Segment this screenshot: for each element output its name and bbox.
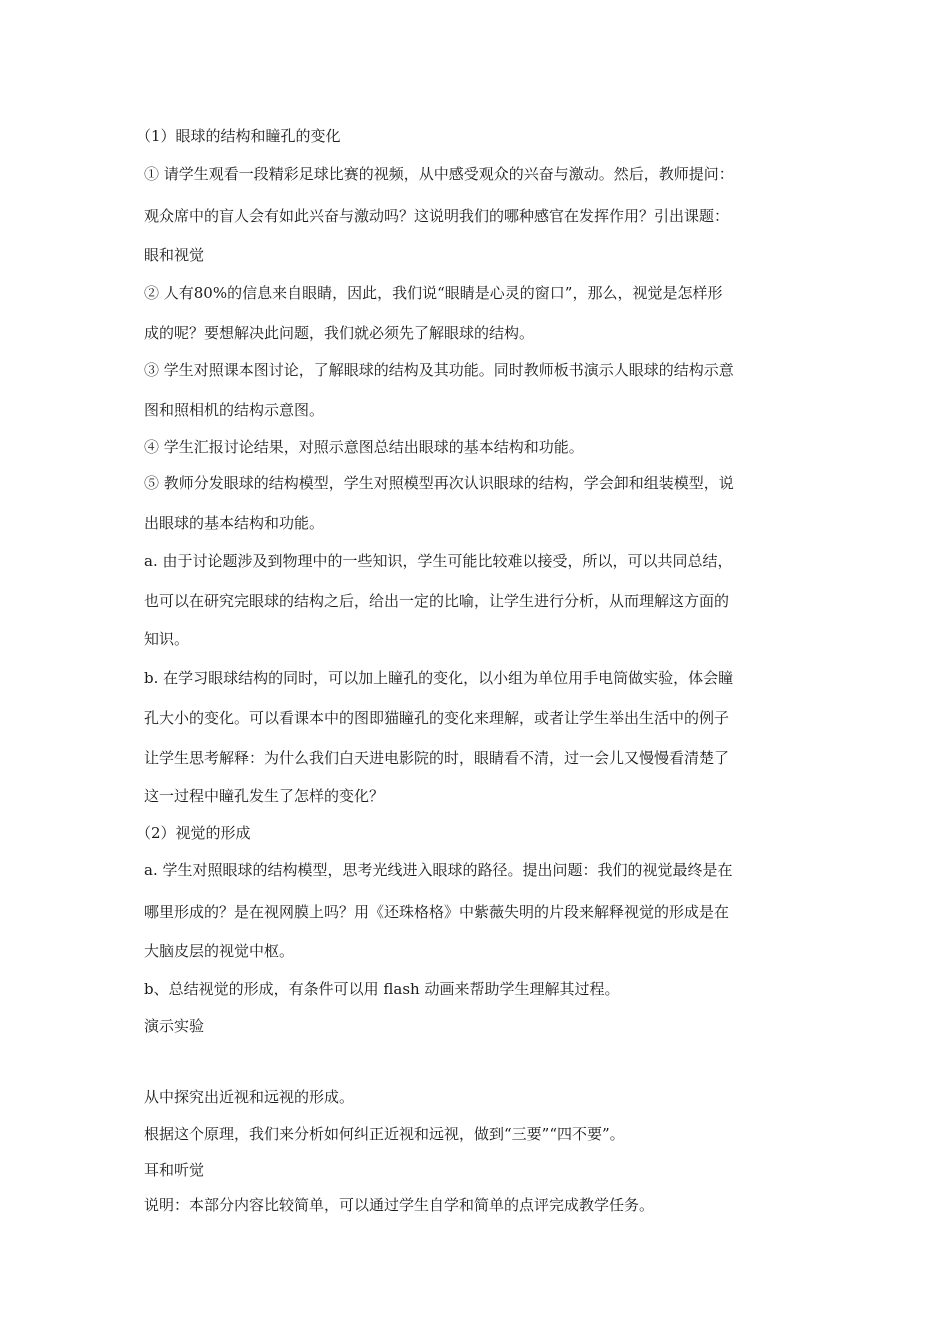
paragraph-line: 知识。 xyxy=(144,630,190,648)
paragraph-line: 观众席中的盲人会有如此兴奋与激动吗？这说明我们的哪种感官在发挥作用？引出课题： xyxy=(144,207,730,225)
section-heading-eye-structure: （1）眼球的结构和瞳孔的变化 xyxy=(136,127,341,145)
paragraph-line: ⑤ 教师分发眼球的结构模型，学生对照模型再次认识眼球的结构，学会卸和组装模型，说 xyxy=(144,474,734,492)
section-heading-vision-formation: （2）视觉的形成 xyxy=(136,824,251,842)
paragraph-line: 让学生思考解释：为什么我们白天进电影院的时，眼睛看不清，过一会儿又慢慢看清楚了 xyxy=(144,749,730,767)
paragraph-line: ③ 学生对照课本图讨论，了解眼球的结构及其功能。同时教师板书演示人眼球的结构示意 xyxy=(144,361,734,379)
paragraph-line: a. 学生对照眼球的结构模型，思考光线进入眼球的路径。提出问题：我们的视觉最终是在 xyxy=(144,861,733,879)
paragraph-line: ② 人有80%的信息来自眼睛，因此，我们说“眼睛是心灵的窗口”，那么，视觉是怎样形 xyxy=(144,284,723,302)
paragraph-line: ④ 学生汇报讨论结果，对照示意图总结出眼球的基本结构和功能。 xyxy=(144,438,584,456)
paragraph-line: b. 在学习眼球结构的同时，可以加上瞳孔的变化，以小组为单位用手电筒做实验，体会瞳 xyxy=(144,669,734,687)
paragraph-line: 也可以在研究完眼球的结构之后，给出一定的比喻，让学生进行分析，从而理解这方面的 xyxy=(144,592,730,610)
paragraph-line: 眼和视觉 xyxy=(144,246,205,264)
paragraph-line: 大脑皮层的视觉中枢。 xyxy=(144,942,295,960)
paragraph-line: 成的呢？要想解决此问题，我们就必须先了解眼球的结构。 xyxy=(144,324,535,342)
subheading-demo-experiment: 演示实验 xyxy=(144,1017,205,1035)
paragraph-line: 孔大小的变化。可以看课本中的图即猫瞳孔的变化来理解，或者让学生举出生活中的例子 xyxy=(144,709,730,727)
paragraph-line: 根据这个原理，我们来分析如何纠正近视和远视，做到“三要”“四不要”。 xyxy=(144,1125,625,1143)
paragraph-line: 哪里形成的？是在视网膜上吗？用《还珠格格》中紫薇失明的片段来解释视觉的形成是在 xyxy=(144,903,730,921)
paragraph-line: 图和照相机的结构示意图。 xyxy=(144,401,325,419)
paragraph-line: 这一过程中瞳孔发生了怎样的变化？ xyxy=(144,787,385,805)
paragraph-line: 说明：本部分内容比较简单，可以通过学生自学和简单的点评完成教学任务。 xyxy=(144,1196,655,1214)
paragraph-line: b、总结视觉的形成，有条件可以用 flash 动画来帮助学生理解其过程。 xyxy=(144,980,620,998)
paragraph-line: 从中探究出近视和远视的形成。 xyxy=(144,1088,355,1106)
paragraph-line: a. 由于讨论题涉及到物理中的一些知识，学生可能比较难以接受，所以，可以共同总结， xyxy=(144,552,733,570)
subheading-ear-hearing: 耳和听觉 xyxy=(144,1161,205,1179)
paragraph-line: 出眼球的基本结构和功能。 xyxy=(144,514,325,532)
paragraph-line: ① 请学生观看一段精彩足球比赛的视频，从中感受观众的兴奋与激动。然后，教师提问： xyxy=(144,165,734,183)
